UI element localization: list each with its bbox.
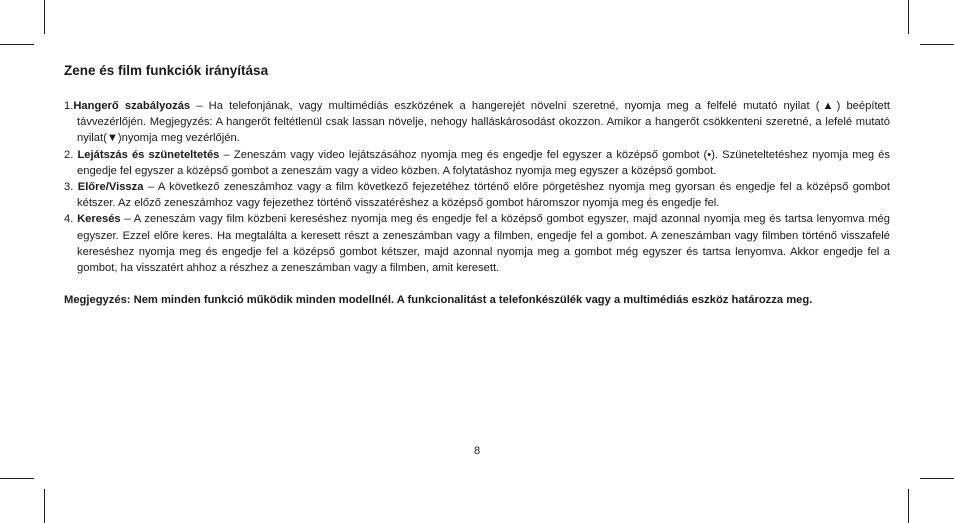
crop-mark-bottom-left-vertical [44,489,45,523]
crop-mark-bottom-right-horizontal [920,478,954,479]
crop-mark-bottom-right-vertical [908,489,909,523]
item-text: – Ha telefonjának, vagy multimédiás eszközének a hangerejét növelni szeretné, nyomja meg a felfelé mutató nyilat (▲) beépített távvezérlőjén. Megjegyzés: A hangerőt feltétlenül csak lassan növelje, nehogy halláskárosodást okozzon. Amikor a hangerőt csökkenteni szeretné, a lefelé mutató nyilat(▼)nyomja meg vezérlőjén. [77,100,890,145]
item-text: – A következő zeneszámhoz vagy a film következő fejezetéhez történő előre pörgetéshez nyomja meg gyorsan és engedje fel a középső gombot kétszer. Az előző zeneszámhoz vagy fejezethez történő visszatéréshez a középső gombot háromszor nyomja meg és engedje fel. [77,181,891,210]
document-page [64,62,890,308]
item-number: 4. [64,213,74,226]
item-heading: Keresés [73,213,121,226]
item-text: – Zeneszám vagy video lejátszásához nyomja meg és engedje fel egyszer a középső gombot (•). Szüneteltetéshez nyomja meg és engedje fel egyszer a középső gombot a zeneszám vagy a video közben. A folytatáshoz nyomja meg egyszer a középső gombot. [77,148,890,177]
item-number: 2. [64,148,74,161]
item-text: – A zeneszám vagy film közbeni kereséshez nyomja meg és engedje fel a középső gombot egyszer, majd azonnal nyomja meg és tartsa lenyomva még egyszer. Ezzel előre keres. Ha megtalálta a keresett részt a zeneszámban vagy a filmben, engedje fel a gombot. A zeneszámban vagy filmben történő visszafelé kereséshez nyomja meg és engedje fel a középső gombot kétszer, majd azonnal nyomja meg a gombot még egyszer és tartsa lenyomva. Akkor engedje fel a gombot, ha visszatért ahhoz a részhez a zeneszámban vagy a filmben, amit keresett. [77,213,891,275]
crop-mark-top-right-horizontal [920,44,954,45]
crop-mark-bottom-left-horizontal [0,478,34,479]
section-title: Zene és film funkciók irányítása [64,63,269,78]
crop-mark-top-left-horizontal [0,44,34,45]
item-number: 1. [64,100,74,112]
page-number: 8 [473,445,481,457]
list-item [64,147,890,179]
compatibility-note: Megjegyzés: Nem minden funkció működik minden modellnél. A funkcionalitást a telefonkészülék vagy a multimédiás eszköz határozza meg. [64,294,813,307]
item-heading: Előre/Vissza [73,181,144,194]
list-item [64,211,890,276]
item-heading: Hangerő szabályozás [73,100,191,112]
list-item [64,98,890,147]
crop-mark-top-left-vertical [44,0,45,34]
instruction-list [64,98,890,276]
list-item [64,179,890,211]
item-number: 3. [64,181,74,194]
crop-mark-top-right-vertical [908,0,909,34]
item-heading: Lejátszás és szüneteltetés [73,148,220,161]
